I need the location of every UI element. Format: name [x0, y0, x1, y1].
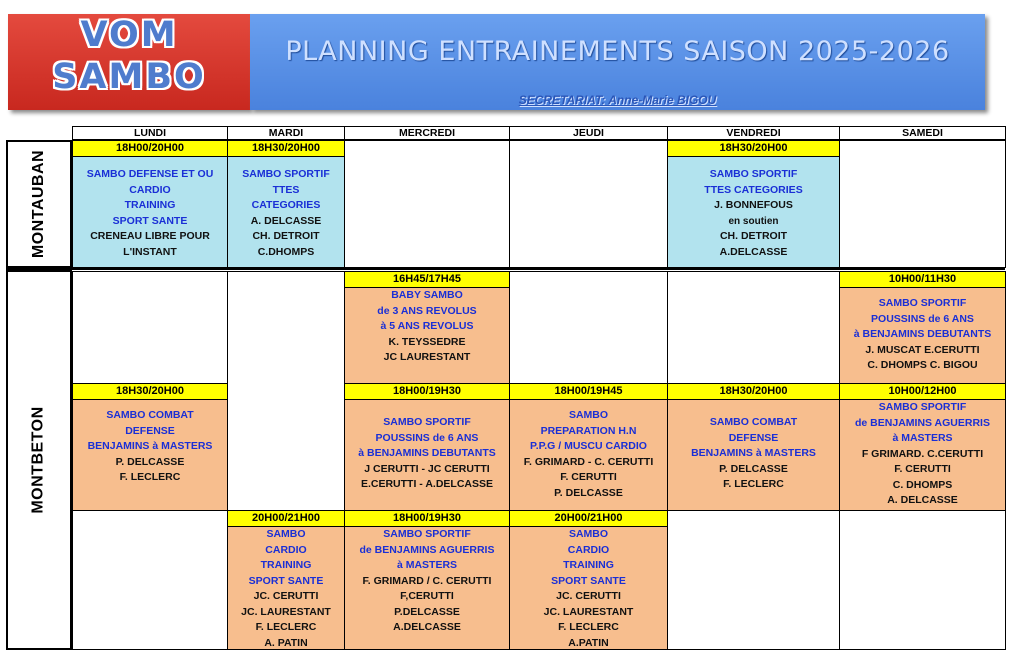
coach-line: A. PATIN [264, 636, 308, 649]
slot-montbeton-jeudi-1-empty [509, 271, 668, 384]
coach-line: K. TEYSSEDRE [388, 335, 466, 348]
activity-line: CARDIO [129, 183, 171, 196]
activity-line: SAMBO SPORTIF [878, 401, 967, 413]
day-header-samedi: SAMEDI [839, 126, 1006, 140]
coach-line: JC. CERUTTI [556, 590, 621, 602]
time-label: 18H00/19H30 [345, 511, 509, 527]
slot-montbeton-lundi-2 [72, 383, 228, 511]
activity-line: à MASTERS [892, 432, 953, 444]
time-label: 10H00/11H30 [840, 272, 1005, 288]
coach-line: F. LECLERC [119, 471, 181, 483]
coach-line: P. DELCASSE [554, 486, 623, 499]
coach-line: CH. DETROIT [252, 230, 320, 242]
slot-montauban-mardi [227, 140, 345, 268]
coach-line: J. MUSCAT E.CERUTTI [865, 343, 980, 356]
coach-line: A. DELCASSE [250, 214, 322, 227]
coach-line: E.CERUTTI - A.DELCASSE [360, 478, 494, 490]
coach-line: A.DELCASSE [719, 245, 788, 258]
slot-montbeton-mardi-1-empty [227, 271, 345, 511]
activity-line: BABY SAMBO [391, 289, 463, 301]
day-header-mercredi: MERCREDI [344, 126, 510, 140]
coach-line: F. CERUTTI [894, 463, 951, 475]
time-label: 18H00/20H00 [73, 141, 227, 157]
activity-line: BENJAMINS à MASTERS [87, 440, 213, 452]
location-label-montauban: MONTAUBAN [6, 140, 72, 268]
coach-line: P. DELCASSE [719, 462, 788, 475]
slot-montauban-lundi [72, 140, 228, 268]
time-label: 18H30/20H00 [73, 384, 227, 400]
coach-line: C. DHOMPS [892, 478, 953, 491]
coach-line: F,CERUTTI [400, 590, 454, 602]
day-header-mardi: MARDI [227, 126, 345, 140]
time-label: 18H00/19H45 [510, 384, 667, 400]
slot-montbeton-mercredi-2 [344, 383, 510, 511]
coach-line: A.PATIN [568, 636, 609, 649]
activity-line: TRAINING [260, 559, 312, 571]
slot-montbeton-samedi-1 [839, 271, 1006, 384]
activity-line: SAMBO DEFENSE ET OU [86, 168, 214, 180]
coach-line: C.DHOMPS [257, 245, 315, 258]
activity-line: PREPARATION H.N [540, 424, 637, 437]
activity-line: SAMBO SPORTIF [242, 168, 330, 180]
coach-line: F. LECLERC [255, 621, 317, 633]
activity-line: CATEGORIES [251, 199, 321, 211]
coach-line: F GRIMARD. C.CERUTTI [861, 447, 984, 460]
coach-line: JC. LAURESTANT [241, 605, 331, 618]
time-label: 18H00/19H30 [345, 384, 509, 400]
activity-line: à MASTERS [396, 559, 458, 571]
activity-line: TRAINING [563, 559, 614, 571]
slot-montbeton-jeudi-2 [509, 383, 668, 511]
coach-line: JC. LAURESTANT [543, 605, 634, 618]
activity-line: SPORT SANTE [248, 574, 324, 587]
activity-line: à 5 ANS REVOLUS [380, 320, 474, 332]
slot-montbeton-mardi-3 [227, 510, 345, 650]
club-logo [8, 14, 250, 110]
coach-line: P.DELCASSE [394, 605, 460, 618]
slot-montauban-samedi-empty [839, 140, 1006, 268]
activity-line: POUSSINS de 6 ANS [871, 312, 974, 325]
coach-line: F. LECLERC [558, 621, 619, 633]
note-line: CRENEAU LIBRE POUR [90, 230, 210, 242]
coach-line: F. LECLERC [723, 478, 784, 490]
coach-line: A. DELCASSE [887, 494, 958, 506]
activity-line: SAMBO COMBAT [106, 409, 194, 421]
activity-line: de BENJAMINS AGUERRIS [359, 543, 495, 556]
coach-line: C. DHOMPS C. BIGOU [867, 359, 978, 371]
coach-line: F. GRIMARD - C. CERUTTI [523, 455, 654, 468]
time-label: 18H30/20H00 [228, 141, 344, 157]
activity-line: de 3 ANS REVOLUS [377, 304, 477, 317]
coach-line: JC LAURESTANT [383, 351, 471, 363]
slot-montbeton-mercredi-3 [344, 510, 510, 650]
slot-montauban-jeudi-empty [509, 140, 668, 268]
slot-montbeton-vendredi-1-empty [667, 271, 840, 384]
logo-line2: SAMBO [52, 57, 206, 97]
coach-line: A.DELCASSE [393, 621, 461, 633]
activity-line: POUSSINS de 6 ANS [375, 431, 479, 444]
time-label: 18H30/20H00 [668, 141, 839, 157]
coach-line: P. DELCASSE [115, 455, 185, 468]
activity-line: SAMBO SPORTIF [383, 528, 471, 540]
activity-line: de BENJAMINS AGUERRIS [855, 416, 990, 429]
activity-line: à BENJAMINS DEBUTANTS [358, 447, 496, 459]
secretariat-subtitle: SECRETARIAT: Anne-Marie BIGOU [518, 93, 717, 107]
coach-line: J CERUTTI - JC CERUTTI [364, 462, 490, 475]
slot-montauban-mercredi-empty [344, 140, 510, 268]
coach-line: CH. DETROIT [719, 230, 788, 242]
coach-line: en soutien [728, 215, 779, 227]
activity-line: SAMBO SPORTIF [383, 416, 471, 428]
slot-montbeton-lundi-1-empty [72, 271, 228, 384]
slot-montbeton-vendredi-2 [667, 383, 840, 511]
time-label: 16H45/17H45 [345, 272, 509, 288]
page-title: PLANNING ENTRAINEMENTS SAISON 2025-2026 [285, 36, 950, 67]
activity-line: SAMBO COMBAT [709, 416, 798, 428]
activity-line: CARDIO [265, 543, 307, 556]
title-banner [250, 14, 985, 110]
activity-line: SAMBO [568, 528, 609, 540]
activity-line: SPORT SANTE [551, 574, 626, 587]
activity-line: CARDIO [567, 543, 610, 556]
slot-montbeton-mercredi-1 [344, 271, 510, 384]
time-label: 18H30/20H00 [668, 384, 839, 400]
time-label: 20H00/21H00 [510, 511, 667, 527]
note-line: L'INSTANT [123, 245, 177, 258]
slot-montauban-vendredi [667, 140, 840, 268]
activity-line: SAMBO SPORTIF [878, 297, 967, 309]
activity-line: DEFENSE [728, 431, 779, 444]
slot-montbeton-lundi-3-empty [72, 510, 228, 650]
activity-line: à BENJAMINS DEBUTANTS [853, 328, 992, 340]
activity-line: BENJAMINS à MASTERS [691, 447, 816, 459]
day-header-vendredi: VENDREDI [667, 126, 840, 140]
slot-montbeton-samedi-3-empty [839, 510, 1006, 650]
slot-montbeton-vendredi-3-empty [667, 510, 840, 650]
slot-montbeton-jeudi-3 [509, 510, 668, 650]
time-label: 10H00/12H00 [840, 384, 1005, 400]
location-divider [6, 268, 1005, 270]
day-header-lundi: LUNDI [72, 126, 228, 140]
coach-line: JC. CERUTTI [253, 590, 319, 602]
coach-line: F. CERUTTI [560, 471, 617, 483]
location-label-montbeton: MONTBETON [6, 270, 72, 650]
day-header-jeudi: JEUDI [509, 126, 668, 140]
activity-line: TTES [272, 183, 300, 196]
coach-line: J. BONNEFOUS [714, 199, 793, 211]
activity-line: SAMBO [266, 528, 306, 540]
activity-line: SPORT SANTE [112, 214, 188, 227]
activity-line: TRAINING [124, 199, 176, 211]
activity-line: P.P.G / MUSCU CARDIO [530, 440, 647, 452]
activity-line: SAMBO [568, 409, 609, 421]
time-label: 20H00/21H00 [228, 511, 344, 527]
slot-montbeton-samedi-2 [839, 383, 1006, 511]
activity-line: SAMBO SPORTIF [709, 168, 798, 180]
logo-line1: VOM [80, 15, 178, 55]
activity-line: DEFENSE [125, 424, 175, 437]
coach-line: F. GRIMARD / C. CERUTTI [362, 574, 492, 587]
activity-line: TTES CATEGORIES [704, 183, 803, 196]
